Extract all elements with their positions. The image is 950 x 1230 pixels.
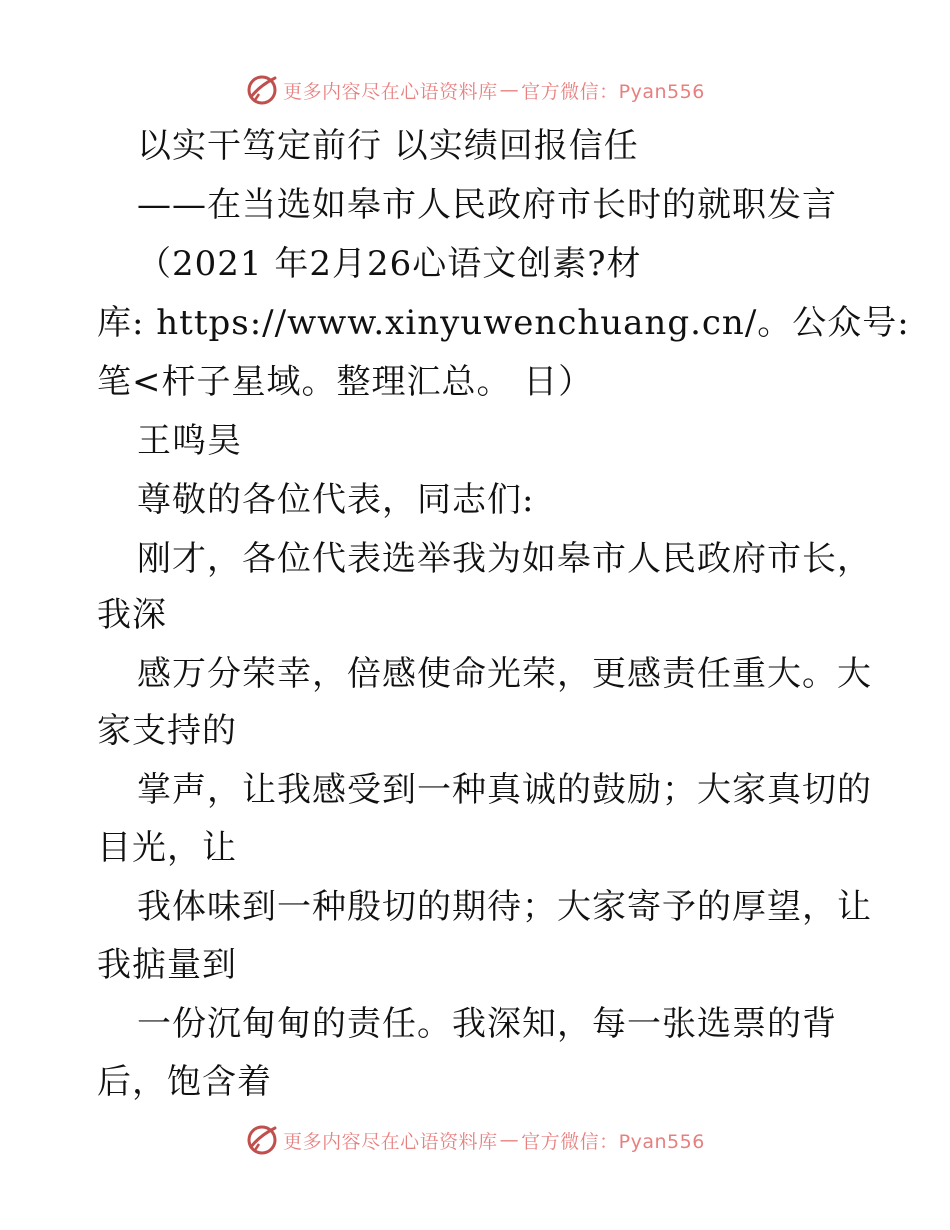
doc-salutation: 尊敬的各位代表，同志们: — [137, 480, 535, 520]
doc-date-line-1: （2021 年2月26心语文创素?材 — [137, 244, 642, 284]
footer-watermark — [0, 1120, 950, 1160]
body-line: 家支持的 — [97, 711, 237, 751]
watermark-separator: — — [499, 1129, 520, 1151]
body-line: 掌声，让我感受到一种真诚的鼓励；大家真切的 — [137, 770, 872, 810]
body-line: 刚才，各位代表选举我为如皋市人民政府市长， — [137, 539, 872, 579]
body-line: 后，饱含着 — [97, 1062, 272, 1102]
body-line: 我体味到一种殷切的期待；大家寄予的厚望，让 — [137, 887, 872, 927]
body-line: 一份沉甸甸的责任。我深知，每一张选票的背 — [137, 1004, 837, 1044]
watermark-text: 更多内容尽在心语资料库 — [283, 1130, 498, 1153]
body-line: 目光，让 — [97, 828, 237, 868]
doc-title: 以实干笃定前行 以实绩回报信任 — [137, 126, 639, 166]
doc-author: 王鸣昊 — [137, 421, 242, 461]
header-watermark — [0, 70, 950, 110]
doc-date-line-2: 库: https://www.xinyuwenchuang.cn/。公众号: — [97, 303, 910, 343]
watermark-text: 更多内容尽在心语资料库 — [283, 80, 498, 103]
pen-logo-icon — [245, 73, 279, 107]
body-line: 我掂量到 — [97, 945, 237, 985]
doc-date-line-3: 笔<杆子星域。整理汇总。 日） — [97, 362, 594, 402]
watermark-wechat: 官方微信：Pyan556 — [521, 80, 705, 103]
watermark-wechat: 官方微信：Pyan556 — [521, 1130, 705, 1153]
body-line: 我深 — [97, 595, 167, 635]
body-line: 感万分荣幸，倍感使命光荣，更感责任重大。大 — [137, 654, 872, 694]
watermark-separator: — — [499, 79, 520, 101]
pen-logo-icon — [245, 1123, 279, 1157]
doc-subtitle: ——在当选如皋市人民政府市长时的就职发言 — [137, 185, 837, 225]
